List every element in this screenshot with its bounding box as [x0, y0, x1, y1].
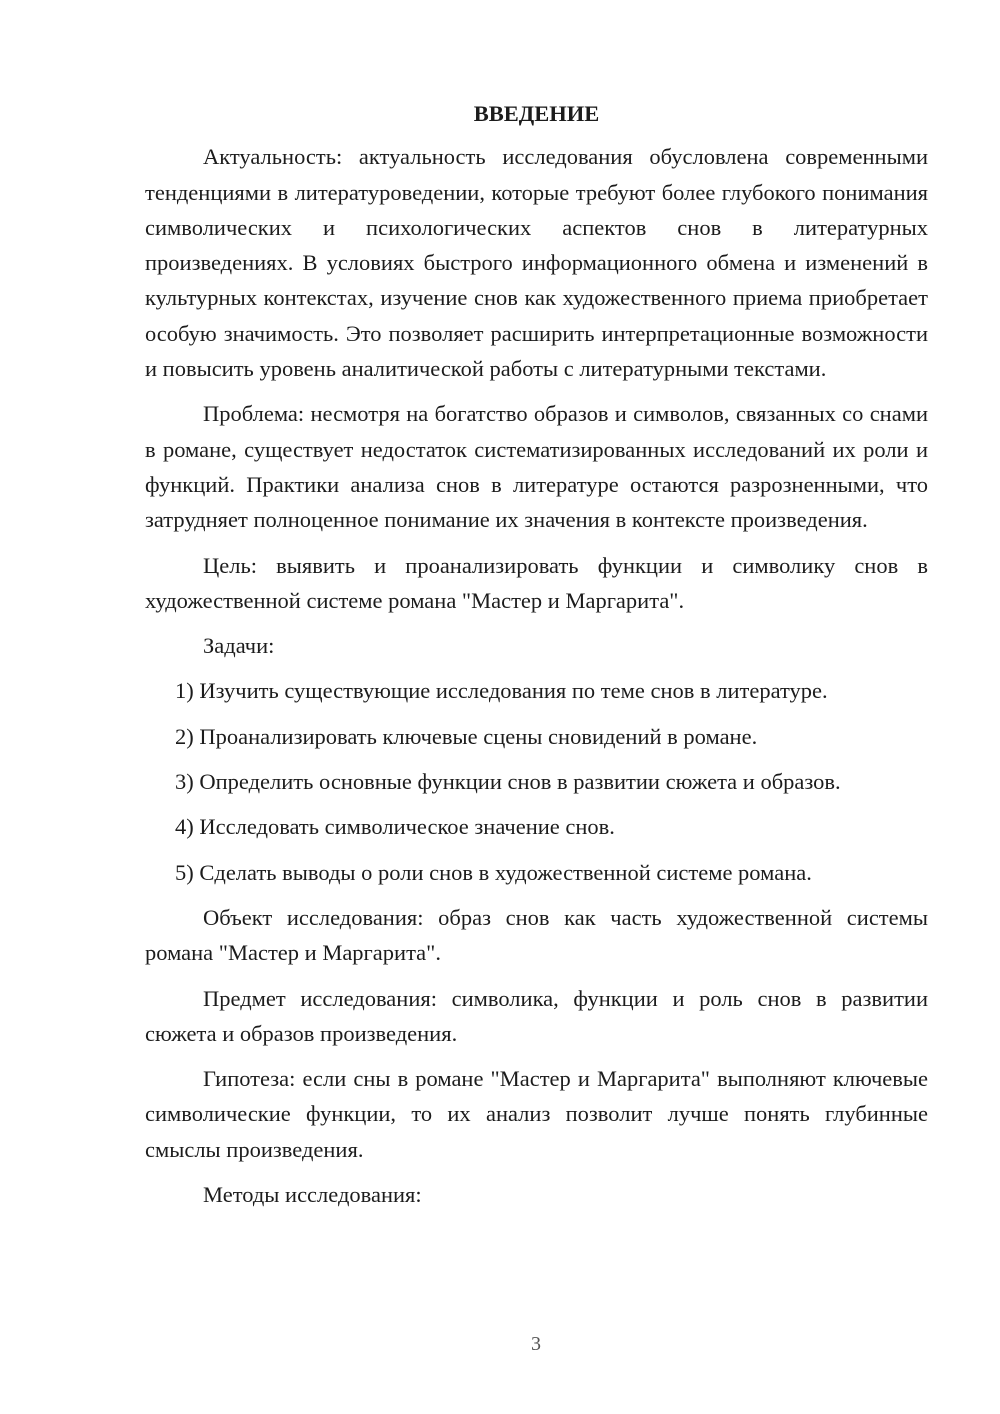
section-title: ВВЕДЕНИЕ: [473, 101, 600, 126]
task-item: 2) Проанализировать ключевые сцены сновидений в романе.: [175, 723, 758, 749]
object-paragraph: Объект исследования: образ снов как часть художественной системы романа "Мастер и Маргарита".: [145, 904, 928, 966]
task-item: 5) Сделать выводы о роли снов в художественной системе романа.: [175, 859, 812, 885]
task-item: 4) Исследовать символическое значение снов.: [175, 814, 615, 840]
methods-heading: Методы исследования:: [203, 1182, 422, 1208]
task-item: 3) Определить основные функции снов в развитии сюжета и образов.: [175, 769, 841, 795]
tasks-heading: Задачи:: [203, 633, 275, 659]
subject-paragraph: Предмет исследования: символика, функции и роль снов в развитии сюжета и образов произведения.: [145, 985, 928, 1046]
goal-paragraph: Цель: выявить и проанализировать функции и символику снов в художественной системе романа "Мастер и Маргарита".: [145, 552, 928, 613]
hypothesis-paragraph: Гипотеза: если сны в романе "Мастер и Маргарита" выполняют ключевые символические функции, то их анализ позволит лучше понять глубинные смыслы произведения.: [145, 1066, 928, 1162]
tasks-list: [145, 673, 928, 889]
page-content: [145, 96, 928, 1222]
relevance-paragraph: Актуальность: актуальность исследования обусловлена современными тенденциями в литературоведении, которые требуют более глубокого понимания символических и психологических аспектов снов в литературных произведениях. В условиях быстрого информационного обмена и изменений в культурных контекстах, изучение снов как художественного приема приобретает особую значимость. Это позволяет расширить интерпретационные возможности и повысить уровень аналитической работы с литературными текстами.: [145, 144, 928, 382]
task-item: 1) Изучить существующие исследования по теме снов в литературе.: [175, 678, 828, 704]
page-number: 3: [531, 1333, 541, 1355]
problem-paragraph: Проблема: несмотря на богатство образов и символов, связанных со снами в романе, существует недостаток систематизированных исследований их роли и функций. Практики анализа снов в литературе остаются разрозненными, что затрудняет полноценное понимание их значения в контексте произведения.: [145, 401, 928, 533]
